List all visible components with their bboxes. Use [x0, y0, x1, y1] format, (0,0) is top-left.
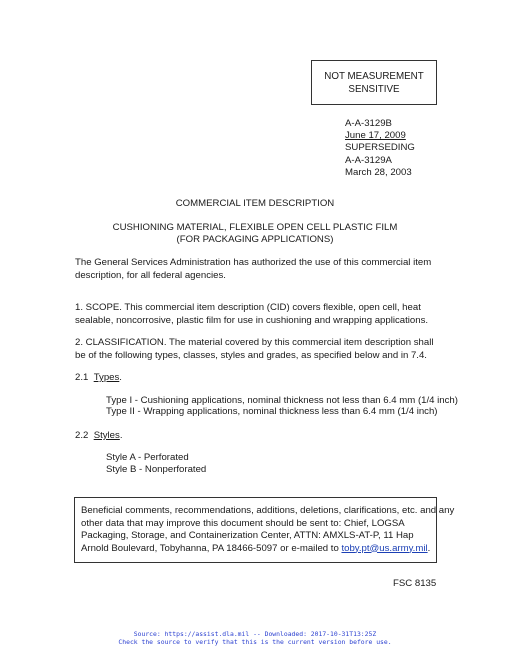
classification-paragraph — [75, 337, 433, 362]
styles-heading-text: Styles — [93, 430, 120, 441]
subject-line-1: CUSHIONING MATERIAL, FLEXIBLE OPEN CELL PLASTIC FILM — [112, 222, 398, 233]
comments-line-4-prefix: Arnold Boulevard, Tobyhanna, PA 18466-5097 or e-mailed to — [81, 542, 342, 554]
superseded-number: A-A-3129A — [345, 154, 392, 166]
type-ii-item: Type II - Wrapping applications, nominal thickness less than 6.4 mm (1/4 inch) — [106, 406, 438, 417]
doc-date: June 17, 2009 — [345, 130, 406, 142]
type-i-item: Type I - Cushioning applications, nominal thickness not less than 6.4 mm (1/4 inch) — [106, 395, 458, 406]
authorization-line-1: The General Services Administration has authorized the use of this commercial item — [75, 257, 432, 268]
style-a-item: Style A - Perforated — [106, 452, 189, 463]
email-link[interactable]: toby.pt@us.army.mil — [341, 542, 428, 554]
types-heading-text: Types — [93, 372, 120, 383]
styles-number: 2.2 — [75, 430, 89, 441]
comments-line-1: Beneficial comments, recommendations, additions, deletions, clarifications, etc. and any — [81, 505, 455, 516]
doc-number: A-A-3129B — [345, 118, 392, 129]
comments-line-2: other data that may improve this document should be sent to: Chief, LOGSA — [81, 517, 405, 529]
comments-line-3: Packaging, Storage, and Containerization Center, ATTN: AMXLS-AT-P, 11 Hap — [81, 530, 414, 541]
authorization-line-2: description, for all federal agencies. — [75, 269, 226, 281]
style-b-item: Style B - Nonperforated — [106, 464, 207, 475]
sensitivity-line-2: SENSITIVE — [348, 83, 400, 95]
fsc-code: FSC 8135 — [393, 578, 437, 589]
scope-line-1: 1. SCOPE. This commercial item description (CID) covers flexible, open cell, heat — [75, 302, 421, 313]
subject-line-2: (FOR PACKAGING APPLICATIONS) — [176, 234, 334, 245]
comments-box — [74, 497, 455, 563]
authorization-paragraph — [75, 257, 431, 282]
scope-paragraph — [75, 302, 428, 327]
classification-line-1: 2. CLASSIFICATION. The material covered by this commercial item description shall — [75, 337, 434, 348]
scope-line-2: sealable, noncorrosive, plastic film for use in cushioning and wrapping applications. — [75, 314, 429, 326]
footer-line-2: Check the source to verify that this is the current version before use. — [118, 638, 392, 646]
classification-line-2: be of the following types, classes, styles and grades, as specified below and in 7.4. — [75, 349, 427, 361]
sensitivity-line-1: NOT MEASUREMENT — [324, 71, 424, 82]
sensitivity-box — [311, 60, 437, 105]
types-number: 2.1 — [75, 372, 89, 383]
styles-heading: 2.2 Styles. — [75, 430, 123, 441]
comments-line-4 — [81, 543, 436, 556]
superseded-date: March 28, 2003 — [345, 166, 412, 178]
footer-line-1: Source: https://assist.dla.mil -- Downloaded: 2017-10-31T13:25Z — [133, 630, 377, 638]
source-footer — [0, 630, 510, 646]
document-identification — [345, 118, 415, 179]
comments-line-4-suffix: . — [427, 542, 431, 554]
document-heading: COMMERCIAL ITEM DESCRIPTION — [175, 198, 335, 209]
types-heading: 2.1 Types. — [75, 372, 122, 383]
superseding-label: SUPERSEDING — [345, 142, 415, 154]
